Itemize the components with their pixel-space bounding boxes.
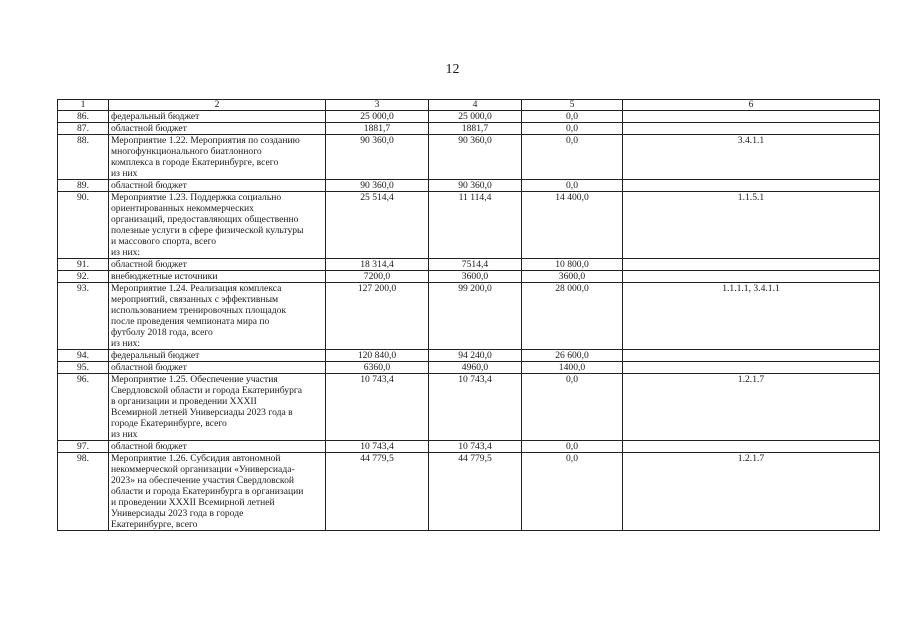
row-number-cell: 96. — [58, 374, 109, 441]
item-name-line: Универсиады 2023 года в городе — [111, 508, 244, 519]
row-number-cell: 95. — [58, 362, 109, 374]
item-name-cell — [109, 259, 326, 271]
item-name-line: областной бюджет — [111, 441, 187, 452]
table-row — [58, 362, 880, 374]
item-name-line: многофункционального биатлонного — [111, 146, 262, 157]
amount-col5-cell: 0,0 — [522, 135, 623, 180]
row-number-cell: 97. — [58, 441, 109, 453]
amount-col4-cell: 3600,0 — [429, 271, 522, 283]
item-name-line: Свердловской области и города Екатеринбурга — [111, 385, 303, 396]
item-name-line: ориентированных некоммерческих — [111, 203, 254, 214]
item-name-line: Мероприятие 1.22. Мероприятия по созданию — [111, 135, 300, 146]
table-row — [58, 374, 880, 441]
total-amount-cell: 7200,0 — [326, 271, 429, 283]
amount-col4-cell: 25 000,0 — [429, 111, 522, 123]
item-name-line: использованием тренировочных площадок — [111, 305, 287, 316]
item-name-line: Екатеринбурге, всего — [111, 519, 198, 530]
table-row — [58, 135, 880, 180]
row-number-cell: 90. — [58, 192, 109, 259]
target-code-cell — [623, 350, 880, 362]
item-name-line: Мероприятие 1.25. Обеспечение участия — [111, 374, 278, 385]
item-name-cell — [109, 283, 326, 350]
page-number: 12 — [445, 62, 460, 77]
table-row — [58, 192, 880, 259]
item-name-line: футболу 2018 года, всего — [111, 327, 213, 338]
amount-col4-cell: 10 743,4 — [429, 374, 522, 441]
total-amount-cell: 90 360,0 — [326, 135, 429, 180]
item-name-line: областной бюджет — [111, 123, 187, 134]
row-number-cell: 88. — [58, 135, 109, 180]
table-row — [58, 123, 880, 135]
item-name-cell — [109, 180, 326, 192]
item-name-cell — [109, 374, 326, 441]
amount-col5-cell: 0,0 — [522, 374, 623, 441]
item-name-line: областной бюджет — [111, 259, 187, 270]
item-name-line: внебюджетные источники — [111, 271, 218, 282]
target-code-cell — [623, 259, 880, 271]
amount-col5-cell: 1400,0 — [522, 362, 623, 374]
total-amount-cell: 6360,0 — [326, 362, 429, 374]
column-header: 2 — [109, 100, 326, 111]
item-name-line: и проведении XXXII Всемирной летней — [111, 497, 275, 508]
item-name-line: в организации и проведении XXXII — [111, 396, 257, 407]
amount-col5-cell: 0,0 — [522, 441, 623, 453]
target-code-cell: 3.4.1.1 — [623, 135, 880, 180]
table-row — [58, 441, 880, 453]
item-name-line: городе Екатеринбурге, всего — [111, 418, 227, 429]
item-name-line: федеральный бюджет — [111, 111, 200, 122]
column-header: 4 — [429, 100, 522, 111]
amount-col4-cell: 90 360,0 — [429, 135, 522, 180]
item-name-line: федеральный бюджет — [111, 350, 200, 361]
amount-col5-cell: 26 600,0 — [522, 350, 623, 362]
amount-col4-cell: 90 360,0 — [429, 180, 522, 192]
amount-col4-cell: 1881,7 — [429, 123, 522, 135]
amount-col4-cell: 94 240,0 — [429, 350, 522, 362]
amount-col5-cell: 10 800,0 — [522, 259, 623, 271]
item-name-cell — [109, 453, 326, 531]
item-name-cell — [109, 350, 326, 362]
target-code-cell: 1.2.1.7 — [623, 453, 880, 531]
table-row — [58, 283, 880, 350]
item-name-line: Мероприятие 1.26. Субсидия автономной — [111, 453, 281, 464]
item-name-line: из них — [111, 168, 138, 179]
item-name-line: из них: — [111, 338, 141, 349]
row-number-cell: 98. — [58, 453, 109, 531]
target-code-cell — [623, 271, 880, 283]
amount-col5-cell: 14 400,0 — [522, 192, 623, 259]
row-number-cell: 89. — [58, 180, 109, 192]
item-name-line: мероприятий, связанных с эффективным — [111, 294, 279, 305]
total-amount-cell: 25 514,4 — [326, 192, 429, 259]
item-name-line: из них: — [111, 247, 141, 258]
column-header: 1 — [58, 100, 109, 111]
table-row — [58, 259, 880, 271]
item-name-line: после проведения чемпионата мира по — [111, 316, 270, 327]
total-amount-cell: 44 779,5 — [326, 453, 429, 531]
total-amount-cell: 10 743,4 — [326, 374, 429, 441]
total-amount-cell: 1881,7 — [326, 123, 429, 135]
amount-col4-cell: 10 743,4 — [429, 441, 522, 453]
target-code-cell: 1.1.5.1 — [623, 192, 880, 259]
amount-col4-cell: 44 779,5 — [429, 453, 522, 531]
amount-col5-cell: 0,0 — [522, 111, 623, 123]
row-number-cell: 86. — [58, 111, 109, 123]
column-header: 6 — [623, 100, 880, 111]
amount-col5-cell: 0,0 — [522, 453, 623, 531]
item-name-cell — [109, 123, 326, 135]
target-code-cell: 1.2.1.7 — [623, 374, 880, 441]
item-name-line: Всемирной летней Универсиады 2023 года в — [111, 407, 293, 418]
amount-col4-cell: 7514,4 — [429, 259, 522, 271]
amount-col5-cell: 28 000,0 — [522, 283, 623, 350]
item-name-line: Мероприятие 1.23. Поддержка социально — [111, 192, 282, 203]
amount-col5-cell: 0,0 — [522, 180, 623, 192]
total-amount-cell: 10 743,4 — [326, 441, 429, 453]
row-number-cell: 91. — [58, 259, 109, 271]
item-name-line: из них — [111, 429, 138, 440]
table-row — [58, 111, 880, 123]
table-row — [58, 350, 880, 362]
row-number-cell: 87. — [58, 123, 109, 135]
row-number-cell: 94. — [58, 350, 109, 362]
column-header: 5 — [522, 100, 623, 111]
amount-col5-cell: 0,0 — [522, 123, 623, 135]
item-name-line: и массового спорта, всего — [111, 236, 217, 247]
item-name-cell — [109, 111, 326, 123]
row-number-cell: 93. — [58, 283, 109, 350]
amount-col4-cell: 11 114,4 — [429, 192, 522, 259]
total-amount-cell: 18 314,4 — [326, 259, 429, 271]
column-header: 3 — [326, 100, 429, 111]
item-name-line: комплекса в городе Екатеринбурге, всего — [111, 157, 279, 168]
amount-col4-cell: 99 200,0 — [429, 283, 522, 350]
item-name-cell — [109, 192, 326, 259]
amount-col5-cell: 3600,0 — [522, 271, 623, 283]
table-body — [58, 111, 880, 531]
total-amount-cell: 127 200,0 — [326, 283, 429, 350]
target-code-cell — [623, 441, 880, 453]
item-name-cell — [109, 135, 326, 180]
total-amount-cell: 90 360,0 — [326, 180, 429, 192]
budget-table — [57, 99, 880, 531]
table-row — [58, 453, 880, 531]
table-header-row — [58, 100, 880, 111]
item-name-line: полезные услуги в сфере физической культуры — [111, 225, 304, 236]
item-name-line: областной бюджет — [111, 362, 187, 373]
item-name-line: области и города Екатеринбурга в организации — [111, 486, 304, 497]
target-code-cell: 1.1.1.1, 3.4.1.1 — [623, 283, 880, 350]
item-name-line: организаций, предоставляющих общественно — [111, 214, 299, 225]
amount-col4-cell: 4960,0 — [429, 362, 522, 374]
item-name-line: 2023» на обеспечение участия Свердловской — [111, 475, 295, 486]
target-code-cell — [623, 123, 880, 135]
total-amount-cell: 120 840,0 — [326, 350, 429, 362]
row-number-cell: 92. — [58, 271, 109, 283]
total-amount-cell: 25 000,0 — [326, 111, 429, 123]
item-name-line: областной бюджет — [111, 180, 187, 191]
table-row — [58, 180, 880, 192]
target-code-cell — [623, 180, 880, 192]
item-name-line: Мероприятие 1.24. Реализация комплекса — [111, 283, 282, 294]
target-code-cell — [623, 362, 880, 374]
item-name-cell — [109, 441, 326, 453]
item-name-line: некоммерческой организации «Универсиада- — [111, 464, 295, 475]
item-name-cell — [109, 271, 326, 283]
table-row — [58, 271, 880, 283]
target-code-cell — [623, 111, 880, 123]
item-name-cell — [109, 362, 326, 374]
